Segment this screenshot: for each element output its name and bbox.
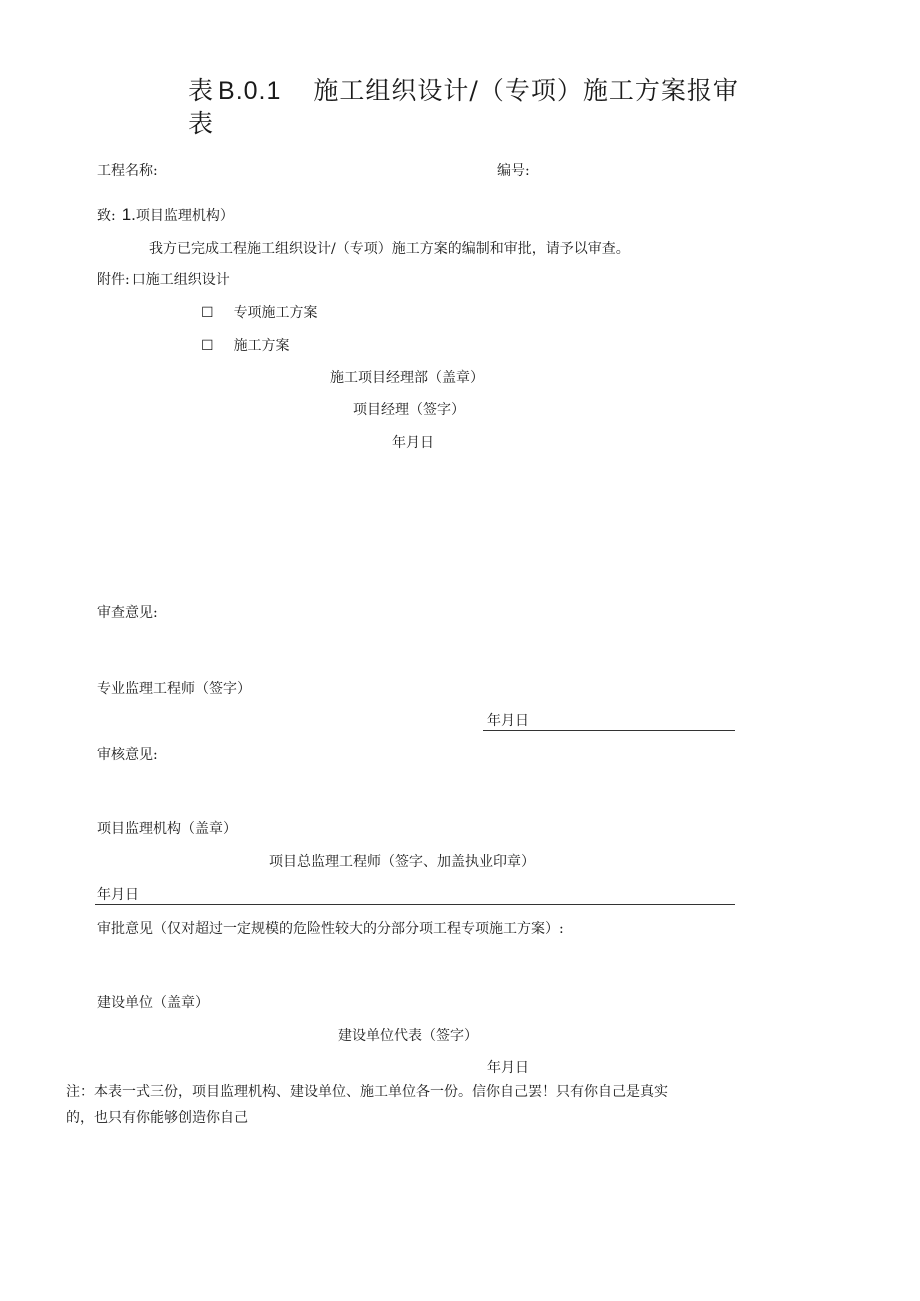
audit-date: 年月日: [97, 887, 139, 903]
addressee-name: 项目监理机构）: [135, 208, 234, 224]
attachment-line-1: [97, 271, 230, 289]
form-title-code: B.0.1: [218, 77, 282, 105]
approval-opinion-label: 审批意见（仅对超过一定规模的危险性较大的分部分项工程专项施工方案）:: [97, 921, 564, 937]
audit-opinion-label: 审核意见:: [97, 747, 158, 763]
attachments-label: 附件:: [97, 272, 130, 288]
checkbox-icon[interactable]: ☐: [201, 338, 214, 354]
contractor-date: 年月日: [392, 435, 434, 451]
form-title-prefix: 表: [188, 76, 215, 105]
owner-rep-signature: 建设单位代表（签字）: [338, 1028, 478, 1044]
review-divider: [483, 730, 735, 731]
footnote-line2: 的，也只有你能够创造你自己: [66, 1110, 248, 1126]
checkbox-icon[interactable]: 口: [131, 272, 146, 288]
attachment-item-construction-design: 施工组织设计: [145, 272, 230, 288]
audit-divider: [95, 904, 735, 905]
attachment-line-2: [201, 304, 318, 322]
body-text: 我方已完成工程施工组织设计/（专项）施工方案的编制和审批，请予以审查。: [149, 241, 630, 257]
addressee-line: [97, 206, 234, 225]
review-opinion-label: 审查意见:: [97, 605, 158, 621]
checkbox-icon[interactable]: ☐: [201, 305, 214, 321]
attachment-line-3: [201, 337, 290, 355]
addressee-number: 1.: [121, 205, 136, 224]
to-label: 致:: [97, 208, 116, 224]
chief-engineer-signature: 项目总监理工程师（签字、加盖执业印章）: [269, 854, 535, 870]
supervision-org-seal: 项目监理机构（盖章）: [97, 821, 237, 837]
contractor-dept-seal: 施工项目经理部（盖章）: [330, 370, 484, 386]
supervising-engineer-signature: 专业监理工程师（签字）: [97, 681, 251, 697]
approval-date: 年月日: [487, 1060, 529, 1076]
number-label: 编号:: [497, 163, 530, 179]
footnote-line1: 注：本表一式三份，项目监理机构、建设单位、施工单位各一份。信你自己罢！只有你自己是真实: [66, 1084, 668, 1100]
owner-unit-seal: 建设单位（盖章）: [97, 995, 209, 1011]
form-title-text: 施工组织设计/（专项）施工方案报审: [313, 76, 739, 105]
form-title-line1: [188, 76, 739, 106]
project-name-label: 工程名称:: [97, 163, 158, 179]
review-date: 年月日: [487, 713, 529, 729]
project-manager-signature: 项目经理（签字）: [353, 402, 465, 418]
form-title-line2: 表: [188, 109, 215, 138]
attachment-item-special-plan: 专项施工方案: [233, 305, 318, 321]
attachment-item-construction-plan: 施工方案: [233, 338, 290, 354]
